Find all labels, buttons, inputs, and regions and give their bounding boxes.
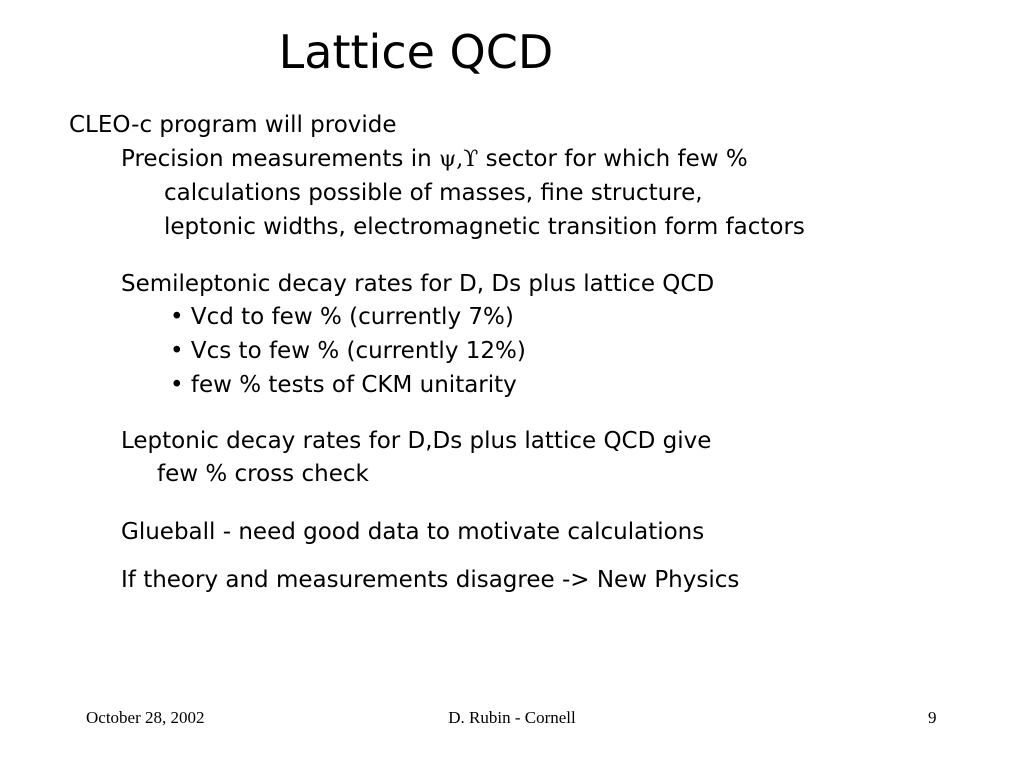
precision-line bbox=[121, 144, 748, 175]
leptonic-continuation: few % cross check bbox=[157, 461, 369, 487]
bullet-ckm: • few % tests of CKM unitarity bbox=[170, 372, 517, 398]
precision-continuation-1: calculations possible of masses, fine structure, bbox=[164, 180, 703, 206]
theory-line: If theory and measurements disagree -> New Physics bbox=[121, 567, 740, 593]
semileptonic-line: Semileptonic decay rates for D, Ds plus lattice QCD bbox=[121, 271, 715, 297]
footer-author: D. Rubin - Cornell bbox=[448, 708, 576, 727]
slide-title: Lattice QCD bbox=[278, 25, 554, 79]
glueball-line: Glueball - need good data to motivate calculations bbox=[121, 519, 705, 545]
footer-date: October 28, 2002 bbox=[86, 708, 205, 727]
precision-text-before: Precision measurements in bbox=[121, 146, 439, 172]
leptonic-line: Leptonic decay rates for D,Ds plus lattice QCD give bbox=[121, 428, 712, 454]
bullet-vcs: • Vcs to few % (currently 12%) bbox=[170, 338, 526, 364]
psi-upsilon-symbols: ψ,ϒ bbox=[438, 147, 479, 172]
footer-page-number: 9 bbox=[928, 708, 937, 727]
intro-line: CLEO-c program will provide bbox=[69, 112, 397, 138]
precision-continuation-2: leptonic widths, electromagnetic transition form factors bbox=[164, 214, 805, 240]
precision-text-after: sector for which few % bbox=[478, 146, 748, 172]
bullet-vcd: • Vcd to few % (currently 7%) bbox=[170, 304, 514, 330]
